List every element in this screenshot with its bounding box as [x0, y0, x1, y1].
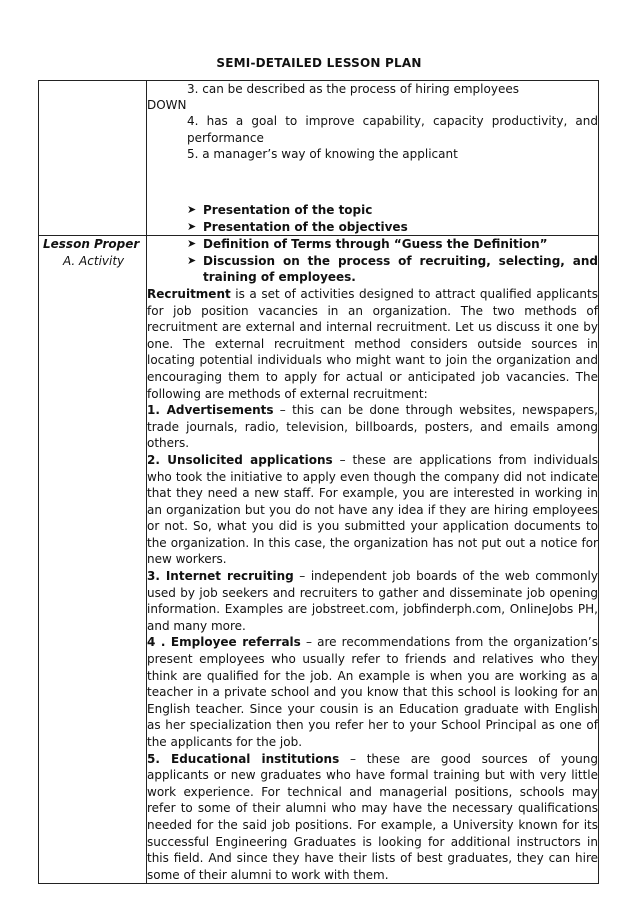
right-cell-review [147, 81, 599, 236]
recruitment-text: is a set of activities designed to attract qualified applicants for job position vacancies in an organization. The two methods of recruitment are external and internal recruitment. Let us discuss it one by one. The external recruitment method considers outside sources in locating potential individuals who might want to join the organization and encouraging them to apply for actual or anticipated job vacancies. The following are methods of external recruitment: [147, 286, 598, 401]
bullet-presentation-topic [147, 202, 598, 219]
method-employee-referrals [147, 634, 598, 750]
method-text: – are recommendations from the organization’s present employees who usually refer to friends and relatives who they think are qualified for the job. An example is when you are working as a teacher in a private school and you know that this school is looking for an English teacher. Since your cousin is an Education graduate with English as her specialization then you refer her to your School Principal as one of the applicants for the job. [147, 635, 598, 750]
method-educational-institutions [147, 751, 598, 884]
item-4: 4. has a goal to improve capability, capacity productivity, and performance [187, 114, 598, 145]
method-advertisements [147, 402, 598, 452]
recruitment-paragraph [147, 286, 598, 402]
page-title: SEMI-DETAILED LESSON PLAN [216, 56, 422, 70]
bullet-text: Discussion on the process of recruiting, selecting, and training of employees. [203, 253, 598, 285]
arrow-bullet-icon: ➤ [187, 203, 197, 217]
recruitment-term: Recruitment [147, 286, 231, 301]
method-internet-recruiting [147, 568, 598, 634]
right-cell-lesson-content [147, 236, 599, 884]
method-term: 3. Internet recruiting [147, 569, 294, 584]
method-term: 1. Advertisements [147, 403, 274, 418]
arrow-bullet-icon: ➤ [187, 219, 197, 233]
method-term: 5. Educational institutions [147, 751, 340, 766]
bullet-text: Definition of Terms through “Guess the Definition” [203, 237, 548, 252]
method-text: – this can be done through websites, newspapers, trade journals, radio, television, billboards, posters, and emails among others. [147, 403, 598, 451]
item-5: 5. a manager’s way of knowing the applicant [187, 146, 458, 161]
bullet-text: Presentation of the topic [203, 203, 373, 218]
down-label: DOWN [147, 98, 187, 113]
bullet-discussion [147, 253, 598, 286]
method-text: – independent job boards of the web commonly used by job seekers and recruiters to gather and disseminate job opening information. Examples are jobstreet.com, jobfinderph.com, OnlineJobs PH, and many more. [147, 569, 598, 633]
activity-label: A. Activity [63, 253, 125, 268]
method-term: 4 . Employee referrals [147, 635, 301, 650]
bullet-text: Presentation of the objectives [203, 219, 408, 234]
method-term: 2. Unsolicited applications [147, 452, 333, 467]
blank-space [147, 162, 598, 202]
item-3: 3. can be described as the process of hiring employees [187, 82, 519, 96]
lesson-proper-label: Lesson Proper [43, 237, 140, 252]
arrow-bullet-icon: ➤ [187, 253, 197, 267]
arrow-bullet-icon: ➤ [187, 237, 197, 251]
table-row [39, 236, 599, 884]
bullet-presentation-objectives [147, 219, 598, 236]
method-text: – these are applications from individuals who took the initiative to apply even though the company did not indicate that they need a new staff. For example, you are interested in working in an organization but you do not have any idea if they are hiring employees or not. So, what you did is you submitted your application documents to the organization. In this case, the organization has not put out a notice for new workers. [147, 452, 598, 567]
lesson-plan-table [38, 80, 599, 884]
method-unsolicited-applications [147, 452, 598, 568]
table-row [39, 81, 599, 236]
left-cell-lesson-proper [39, 236, 147, 884]
bullet-definition-of-terms [147, 236, 598, 253]
method-text: – these are good sources of young applicants or new graduates who have formal training but with very little work experience. For technical and managerial positions, schools may refer to some of their alumni who may have the necessary qualifications needed for the said job positions. For example, a University known for its successful Engineering Graduates is looking for additional instructors in this field. And since they have their lists of best graduates, they can hire some of their alumni to work with them. [147, 751, 599, 882]
left-cell-empty [39, 81, 147, 236]
